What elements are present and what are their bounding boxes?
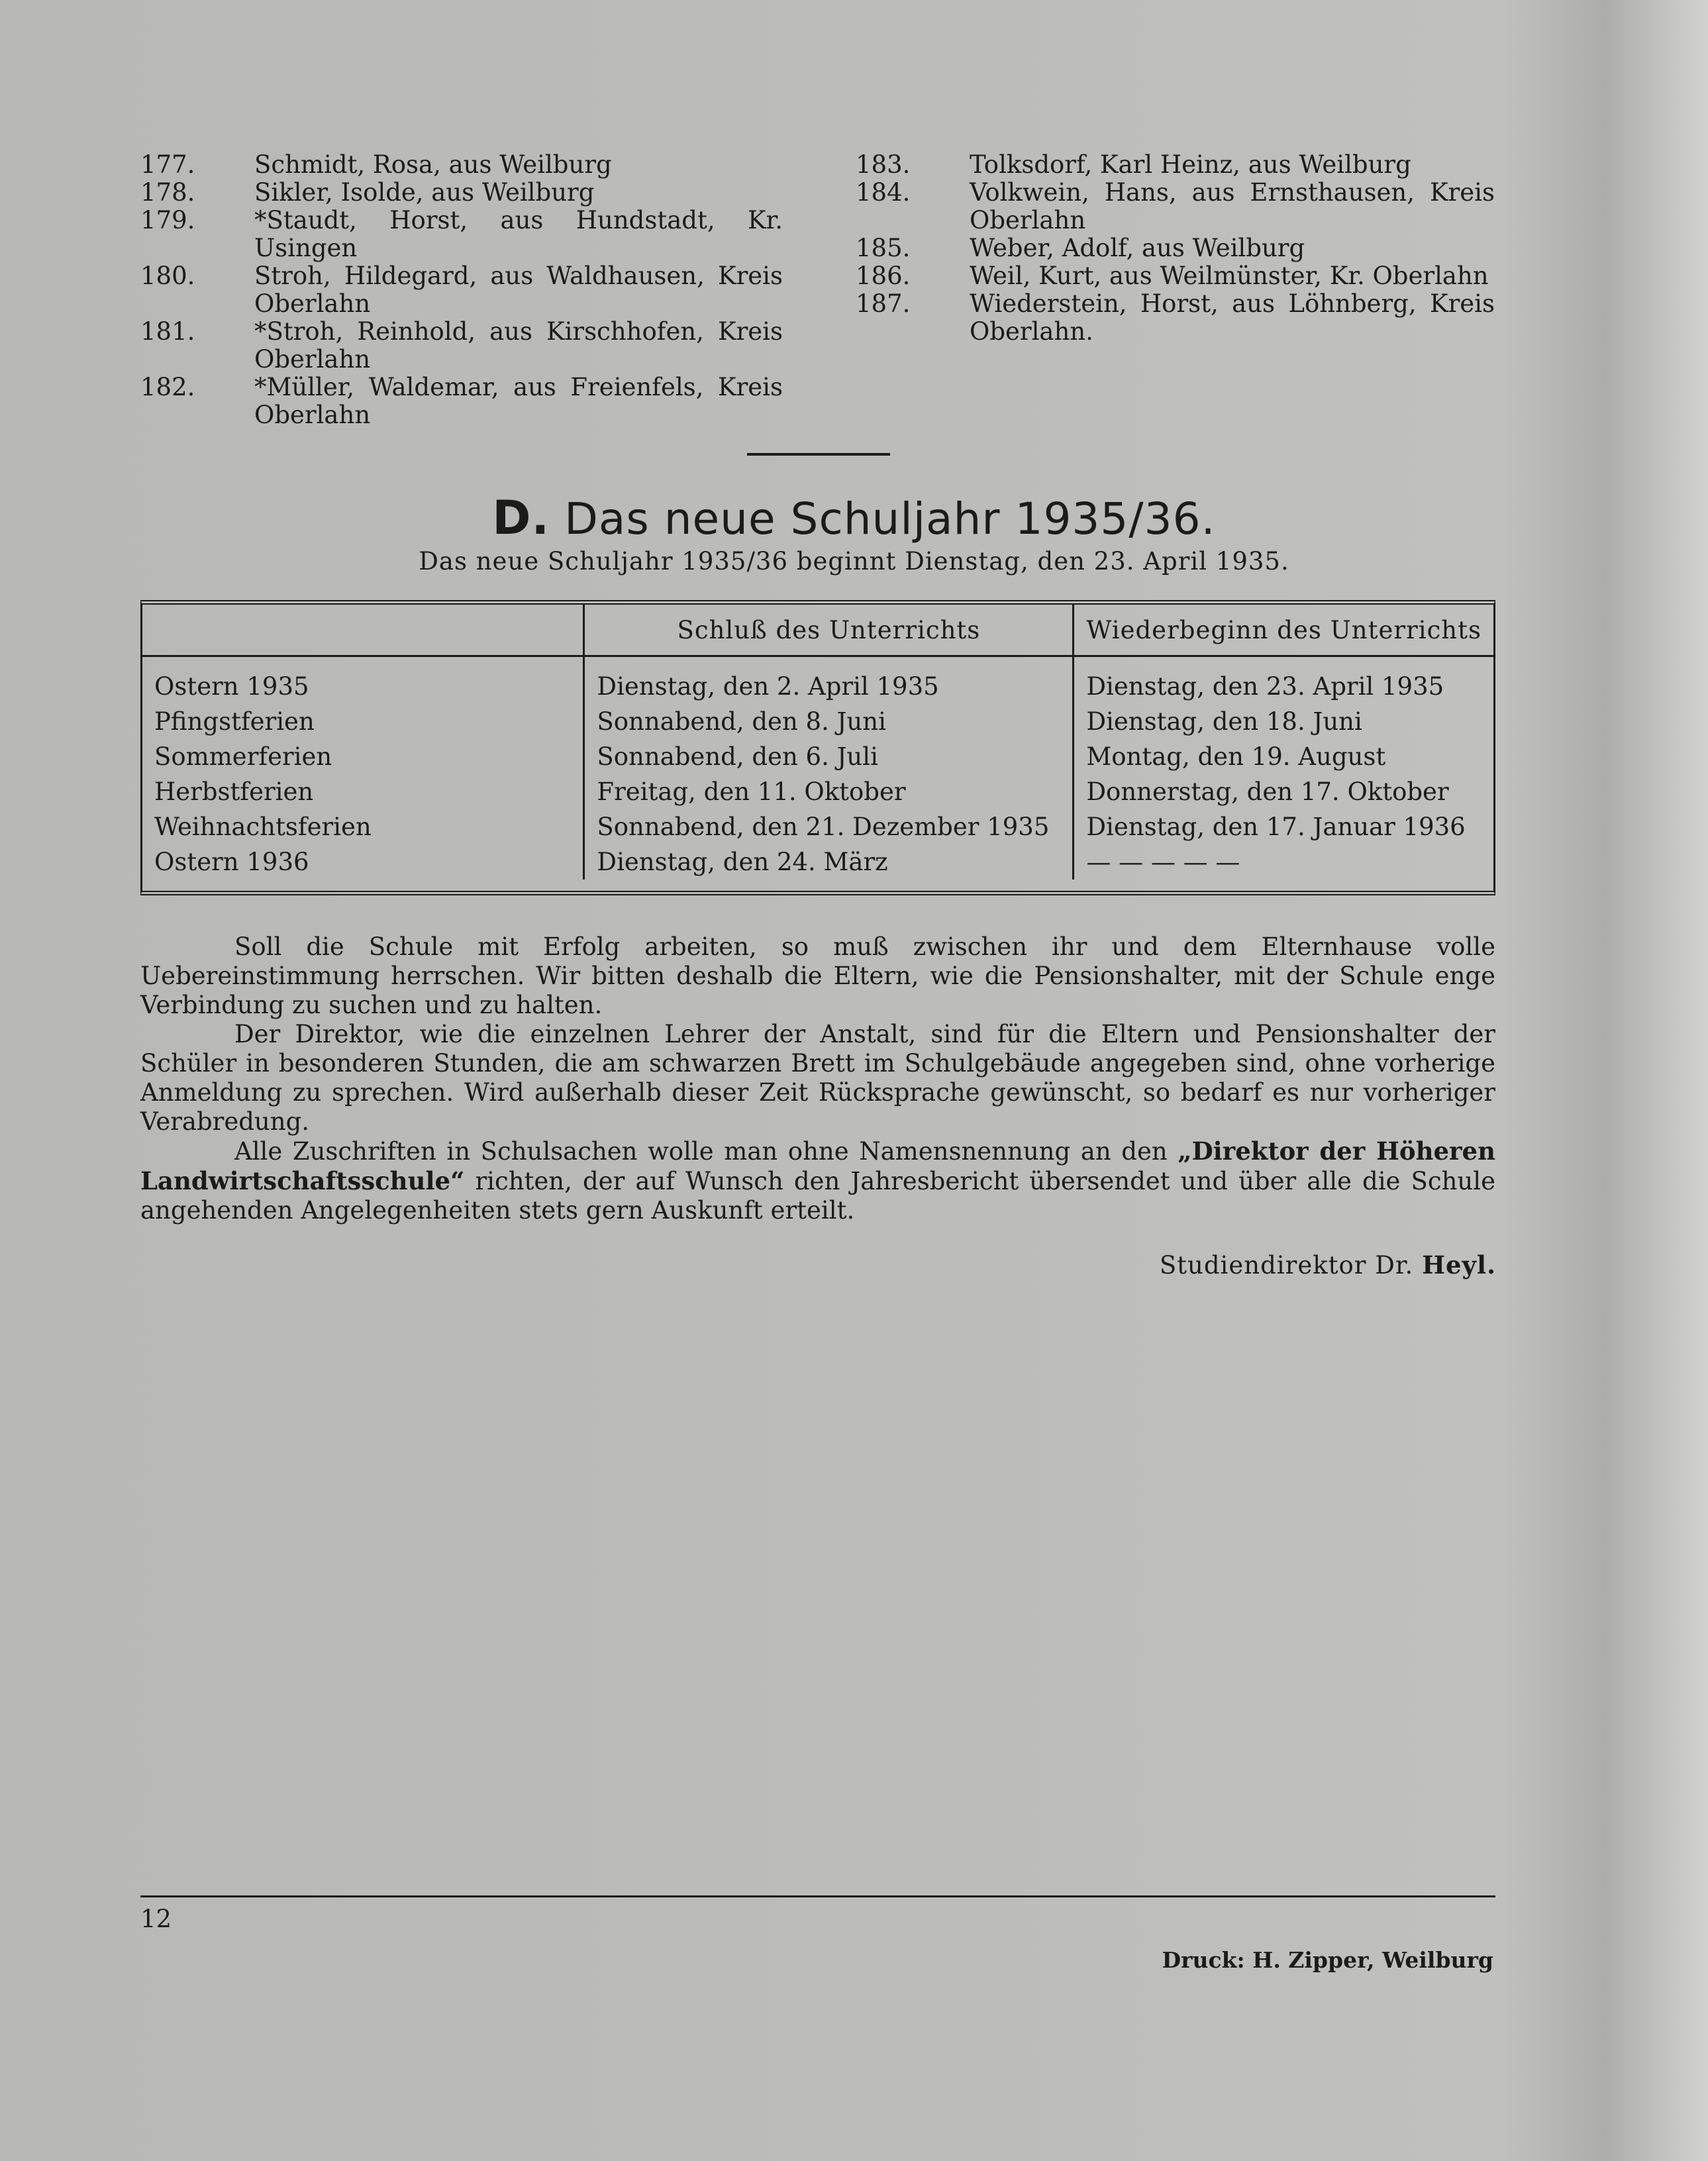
period-cell: Ostern 1936	[142, 844, 584, 879]
section-letter: D.	[492, 491, 550, 545]
entry-text: *Stroh, Reinhold, aus Kirschhofen, Kreis Oberlahn	[254, 317, 783, 374]
entry-text: Tolksdorf, Karl Heinz, aus Weilburg	[970, 150, 1411, 179]
period-cell: Herbstferien	[142, 774, 584, 809]
list-item	[856, 179, 1495, 234]
paragraph: Der Direktor, wie die einzelnen Lehrer der Anstalt, sind für die Eltern und Pensionshalter der Schüler in besonderen Stunden, die am schwarzen Brett im Schulgebäude angegeben sind, ohne vorherige Anmeldung zu sprechen. Wird außerhalb dieser Zeit Rücksprache gewünscht, so bedarf es nur vorheriger Verabredung.	[140, 1020, 1495, 1136]
entry-number: 180.	[140, 262, 195, 290]
paragraph-text: richten, der auf Wunsch den Jahresbericht übersendet und über alle die Schule angehenden Angelegenheiten stets gern Auskunft erteilt.	[140, 1167, 1495, 1225]
entry-number: 184.	[856, 178, 911, 207]
entry-text: Schmidt, Rosa, aus Weilburg	[254, 150, 612, 179]
list-item	[140, 262, 783, 318]
list-item	[856, 290, 1495, 346]
end-cell: Dienstag, den 2. April 1935	[584, 656, 1074, 705]
addressee-text: „Direktor der Höheren Landwirtschaftsschule“	[140, 1136, 1495, 1195]
list-item	[856, 151, 1495, 179]
footer-rule	[140, 1895, 1495, 1897]
entry-text: Weil, Kurt, aus Weilmünster, Kr. Oberlahn	[970, 262, 1489, 290]
period-cell: Pfingstferien	[142, 704, 584, 739]
entry-number: 181.	[140, 317, 195, 346]
entry-number: 182.	[140, 373, 195, 401]
signature	[1160, 1250, 1496, 1280]
list-item	[856, 234, 1495, 262]
separator-rule	[747, 453, 890, 456]
entry-number: 185.	[856, 234, 911, 262]
entry-number: 187.	[856, 289, 911, 318]
entry-number: 178.	[140, 178, 195, 207]
entry-number: 183.	[856, 150, 911, 179]
header-resumption: Wiederbeginn des Unterrichts	[1074, 605, 1493, 656]
resume-cell: Dienstag, den 23. April 1935	[1086, 672, 1444, 701]
table-row	[142, 809, 1493, 844]
table-row	[142, 774, 1493, 809]
body-text	[140, 932, 1495, 1225]
student-list-right	[856, 151, 1495, 346]
period-cell: Ostern 1935	[142, 656, 584, 705]
section-title: Das neue Schuljahr 1935/36.	[564, 493, 1216, 544]
period-cell: Weihnachtsferien	[142, 809, 584, 844]
paragraph	[140, 1136, 1495, 1225]
printer-imprint: Druck: H. Zipper, Weilburg	[1162, 1947, 1493, 1973]
list-item	[140, 151, 783, 179]
end-cell: Freitag, den 11. Oktober	[584, 774, 1074, 809]
table-header-row	[142, 605, 1493, 656]
table-row	[142, 739, 1493, 774]
resume-cell: — — — — —	[1086, 848, 1240, 876]
signature-title: Studiendirektor Dr.	[1159, 1251, 1414, 1280]
entry-number: 177.	[140, 150, 195, 179]
end-cell: Sonnabend, den 8. Juni	[584, 704, 1074, 739]
list-item	[856, 262, 1495, 290]
list-item	[140, 207, 783, 262]
entry-text: Stroh, Hildegard, aus Waldhausen, Kreis Oberlahn	[254, 262, 783, 318]
paragraph: Soll die Schule mit Erfolg arbeiten, so muß zwischen ihr und dem Elternhause volle Uebereinstimmung herrschen. Wir bitten deshalb die Eltern, wie die Pensionshalter, mit der Schule enge Verbindung zu suchen und zu halten.	[140, 932, 1495, 1019]
entry-text: *Müller, Waldemar, aus Freienfels, Kreis Oberlahn	[254, 373, 783, 429]
entry-number: 186.	[856, 262, 911, 290]
end-cell: Dienstag, den 24. März	[584, 844, 1074, 879]
period-cell: Sommerferien	[142, 739, 584, 774]
resume-cell: Dienstag, den 18. Juni	[1086, 707, 1362, 736]
header-end-of-classes: Schluß des Unterrichts	[584, 605, 1074, 656]
table-row	[142, 704, 1493, 739]
entry-text: Wiederstein, Horst, aus Löhnberg, Kreis Oberlahn.	[970, 289, 1495, 346]
list-item	[140, 374, 783, 429]
entry-text: Sikler, Isolde, aus Weilburg	[254, 178, 595, 207]
entry-number: 179.	[140, 206, 195, 234]
page-number: 12	[140, 1905, 172, 1933]
header-period	[142, 605, 584, 656]
resume-cell: Dienstag, den 17. Januar 1936	[1086, 813, 1466, 841]
signature-name: Heyl.	[1422, 1250, 1496, 1280]
section-heading	[0, 491, 1708, 546]
entry-text: Volkwein, Hans, aus Ernsthausen, Kreis Oberlahn	[970, 178, 1495, 234]
table-row	[142, 656, 1493, 705]
student-list-left	[140, 151, 783, 429]
section-subtitle: Das neue Schuljahr 1935/36 beginnt Dienstag, den 23. April 1935.	[419, 547, 1289, 576]
paragraph-text: Alle Zuschriften in Schulsachen wolle man ohne Namensnennung an den	[234, 1137, 1178, 1166]
schedule-table	[140, 600, 1495, 895]
end-cell: Sonnabend, den 6. Juli	[584, 739, 1074, 774]
entry-text: Weber, Adolf, aus Weilburg	[970, 234, 1305, 262]
end-cell: Sonnabend, den 21. Dezember 1935	[584, 809, 1074, 844]
resume-cell: Montag, den 19. August	[1086, 742, 1386, 771]
list-item	[140, 179, 783, 207]
table-row	[142, 844, 1493, 879]
list-item	[140, 318, 783, 374]
resume-cell: Donnerstag, den 17. Oktober	[1086, 778, 1449, 806]
entry-text: *Staudt, Horst, aus Hundstadt, Kr. Usingen	[254, 206, 783, 262]
